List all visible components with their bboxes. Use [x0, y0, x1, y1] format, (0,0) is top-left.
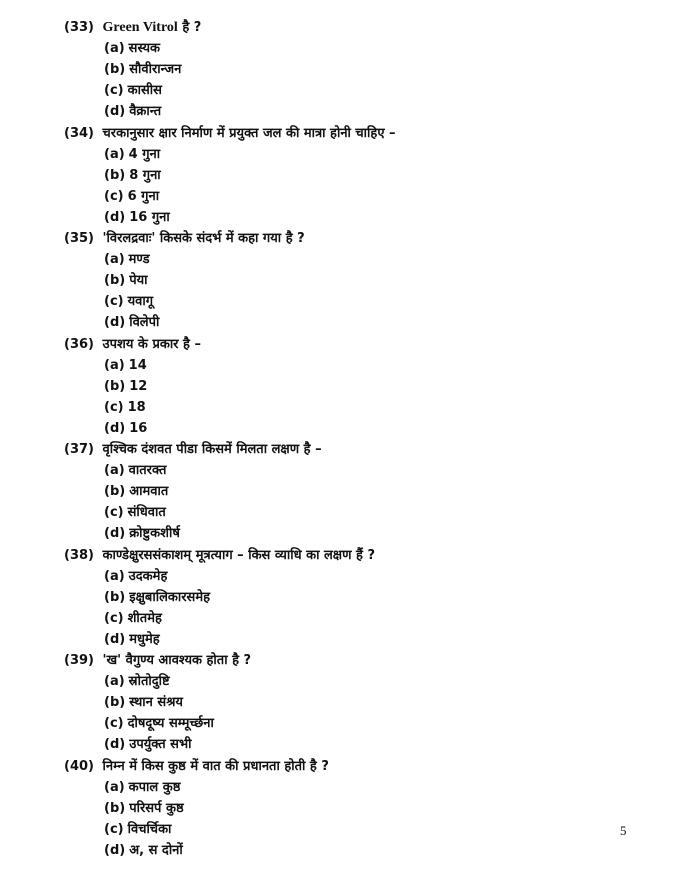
page-number: 5: [620, 823, 627, 838]
option-36-b: (b) 12: [104, 379, 148, 394]
question-39: [64, 652, 251, 670]
option-38-a: (a) उदकमेह: [104, 569, 168, 584]
question-number: (34): [64, 126, 94, 141]
question-36: [64, 336, 201, 354]
option-35-a: (a) मण्ड: [104, 252, 150, 267]
question-text: उपशय के प्रकार है –: [102, 337, 201, 352]
option-34-c: (c) 6 गुना: [104, 189, 160, 204]
option-37-d: (d) क्रोष्टुकशीर्ष: [104, 526, 180, 541]
option-33-d: (d) वैक्रान्त: [104, 104, 162, 119]
question-text: 'विरलद्रवाः' किसके संदर्भ में कहा गया है ?: [102, 231, 305, 246]
option-40-a: (a) कपाल कुष्ठ: [104, 780, 181, 795]
option-39-b: (b) स्थान संश्रय: [104, 695, 183, 710]
option-40-b: (b) परिसर्प कुष्ठ: [104, 801, 184, 816]
question-text: 'ख' वैगुण्य आवश्यक होता है ?: [102, 653, 252, 668]
option-35-c: (c) यवागू: [104, 294, 154, 309]
option-36-d: (d) 16: [104, 421, 148, 436]
option-35-d: (d) विलेपी: [104, 315, 160, 330]
question-number: (33): [64, 20, 94, 35]
question-34: [64, 125, 396, 143]
question-number: (36): [64, 337, 94, 352]
option-39-a: (a) स्रोतोदुष्टि: [104, 674, 170, 689]
option-34-b: (b) 8 गुना: [104, 168, 161, 183]
question-number: (37): [64, 442, 94, 457]
option-39-c: (c) दोषदूष्य सम्मूर्च्छना: [104, 716, 214, 731]
question-text: निम्न में किस कुष्ठ में वात की प्रधानता होती है ?: [102, 759, 329, 774]
option-37-c: (c) संधिवात: [104, 505, 166, 520]
option-36-a: (a) 14: [104, 358, 147, 373]
option-38-b: (b) इक्षुबालिकारसमेह: [104, 590, 211, 605]
option-40-c: (c) विचर्चिका: [104, 822, 172, 837]
question-40: [64, 758, 329, 776]
question-35: [64, 230, 305, 248]
option-38-d: (d) मधुमेह: [104, 632, 160, 647]
option-39-d: (d) उपर्युक्त सभी: [104, 737, 192, 752]
option-34-d: (d) 16 गुना: [104, 210, 170, 225]
option-35-b: (b) पेया: [104, 273, 148, 288]
question-38: [64, 547, 375, 565]
option-38-c: (c) शीतमेह: [104, 611, 162, 626]
question-text: काण्डेक्षुरससंकाशम् मूत्रत्याग – किस व्याधि का लक्षण हैं ?: [102, 548, 376, 563]
question-number: (38): [64, 548, 94, 563]
question-33: [64, 19, 201, 37]
question-text: है ?: [182, 20, 202, 35]
question-text: वृश्चिक दंशवत पीडा किसमें मिलता लक्षण है –: [102, 442, 322, 457]
option-37-b: (b) आमवात: [104, 484, 169, 499]
question-37: [64, 441, 322, 459]
question-number: (39): [64, 653, 94, 668]
question-text-en: Green Vitrol: [102, 20, 178, 35]
question-number: (35): [64, 231, 94, 246]
question-number: (40): [64, 759, 94, 774]
option-34-a: (a) 4 गुना: [104, 147, 161, 162]
option-33-b: (b) सौवीरान्जन: [104, 62, 182, 77]
option-37-a: (a) वातरक्त: [104, 463, 167, 478]
option-33-c: (c) कासीस: [104, 83, 162, 98]
option-40-d: (d) अ, स दोनों: [104, 843, 183, 858]
question-text: चरकानुसार क्षार निर्माण में प्रयुक्त जल की मात्रा होनी चाहिए –: [102, 126, 396, 141]
option-36-c: (c) 18: [104, 400, 146, 415]
option-33-a: (a) सस्यक: [104, 41, 161, 56]
